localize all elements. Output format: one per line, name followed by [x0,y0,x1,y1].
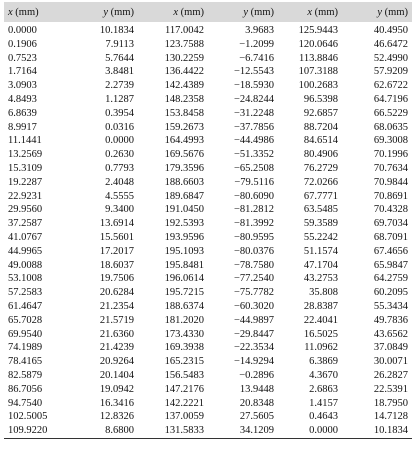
table-cell: 169.3938 [164,342,204,354]
table-cell: 43.2753 [303,273,338,285]
table-cell: 20.1404 [99,369,134,381]
table-cell: 86.7056 [8,383,43,395]
column-variable: x [307,6,313,18]
table-cell: 13.2569 [8,149,43,161]
table-body [4,22,412,438]
table-cell: 72.0266 [303,176,338,188]
table-cell: 21.5719 [99,314,134,326]
table-cell: 16.3416 [99,397,134,409]
table-cell: −1.2099 [239,38,274,50]
table-cell: 123.7588 [164,38,204,50]
table-cell: 62.6722 [373,80,408,92]
table-cell: 142.4389 [164,80,204,92]
table-cell: −12.5543 [233,66,274,78]
table-cell: −29.8447 [233,328,274,340]
table-cell: 181.2020 [164,314,204,326]
table-cell: 82.5879 [8,369,43,381]
table-cell: 63.5485 [303,204,338,216]
table-cell: 10.1834 [99,25,134,36]
table-cell: 22.5391 [373,383,408,395]
column-variable: x [8,6,13,18]
column-unit: (mm) [250,6,274,18]
table-cell: 13.9448 [239,383,274,395]
table-cell: 148.2358 [164,93,204,105]
table-cell: 78.4165 [8,356,43,368]
table-cell: 19.7506 [99,273,134,285]
table-cell: 60.2095 [373,287,408,299]
table-cell: 188.6603 [164,176,204,188]
column-header [208,2,278,22]
table-cell: 30.0071 [373,356,408,368]
table-cell: 19.0942 [99,383,134,395]
table-cell: 92.6857 [303,107,338,119]
table-cell: 5.7644 [105,52,134,64]
table-cell: 125.9443 [298,25,338,36]
table-cell: 4.5555 [105,190,134,202]
table-cell: 8.6800 [68,424,138,438]
table-cell: 70.1996 [373,149,408,161]
table-cell: 15.5601 [99,231,134,243]
table-cell: 195.7215 [164,287,204,299]
table-cell: 173.4330 [164,328,204,340]
table-cell: 156.5483 [164,369,204,381]
table-cell: 1.7164 [8,66,37,78]
table-cell: 37.0849 [373,342,408,354]
table-row [4,22,412,38]
table-cell: −75.7782 [233,287,274,299]
table-cell: 179.3596 [164,162,204,174]
table-cell: 153.8458 [164,107,204,119]
table-cell: −80.0376 [233,245,274,257]
table-row [4,355,412,369]
table-cell: 1.4157 [309,397,338,409]
table-cell: 2.4048 [105,176,134,188]
table-cell: 26.2827 [373,369,408,381]
coordinate-table [4,2,412,439]
table-cell: −60.3020 [233,300,274,312]
column-header [138,2,208,22]
table-cell: 28.8387 [303,300,338,312]
table-cell: 15.3109 [8,162,43,174]
table-cell: 12.8326 [99,411,134,423]
table-cell: 159.2673 [164,121,204,133]
table-cell: 18.6037 [99,259,134,271]
table-cell: 0.0000 [8,25,37,36]
table-cell: 14.7128 [373,411,408,423]
table-cell: 20.8348 [239,397,274,409]
table-cell: −37.7856 [233,121,274,133]
table-row [4,65,412,79]
table-cell: −31.2248 [233,107,274,119]
table-cell: 22.4041 [303,314,338,326]
table-cell: 70.9844 [373,176,408,188]
table-cell: −24.8244 [233,93,274,105]
table-cell: 84.6514 [303,135,338,147]
table-cell: −44.4986 [233,135,274,147]
column-header [4,2,68,22]
table-cell: 195.8481 [164,259,204,271]
table-cell: 164.4993 [164,135,204,147]
column-variable: y [243,6,249,18]
table-cell: −65.2508 [233,162,274,174]
table-row [4,134,412,148]
table-cell: 13.6914 [99,218,134,230]
column-unit: (mm) [314,6,338,18]
table-cell: 61.4647 [8,300,43,312]
table-cell: 53.1008 [8,273,43,285]
column-variable: y [103,6,109,18]
table-cell: 21.6360 [99,328,134,340]
column-unit: (mm) [15,6,39,18]
table-cell: 65.7028 [8,314,43,326]
table-cell: 44.9965 [8,245,43,257]
table-cell: 41.0767 [8,231,43,243]
table-cell: 131.5833 [138,424,208,438]
column-header [278,2,342,22]
table-cell: 0.0000 [278,424,342,438]
table-cell: −80.6090 [233,190,274,202]
table-cell: 70.4328 [373,204,408,216]
table-cell: −81.3992 [233,218,274,230]
table-row [4,397,412,411]
table-cell: 88.7204 [303,121,338,133]
table-cell: 3.8481 [105,66,134,78]
table-row [4,245,412,259]
table-cell: 52.4990 [373,52,408,64]
table-cell: 80.4906 [303,149,338,161]
table-cell: 2.2739 [105,80,134,92]
table-cell: 19.2287 [8,176,43,188]
table-cell: 76.2729 [303,162,338,174]
table-cell: 35.808 [309,287,338,299]
table-cell: 64.2759 [373,273,408,285]
table-cell: 70.8691 [373,190,408,202]
table-row [4,217,412,231]
table-cell: 9.3400 [105,204,134,216]
column-unit: (mm) [110,6,134,18]
table-cell: 8.9917 [8,121,37,133]
table-cell: 137.0059 [164,411,204,423]
table-cell: 3.0903 [8,80,37,92]
table-cell: 34.1209 [208,424,278,438]
table-cell: 67.4656 [373,245,408,257]
table-row [4,424,412,438]
table-cell: 11.1441 [8,135,42,147]
table-cell: 6.8639 [8,107,37,119]
table-cell: 193.9596 [164,231,204,243]
table-cell: 100.2683 [298,80,338,92]
table-row [4,203,412,217]
table-cell: 70.7634 [373,162,408,174]
table-row [4,107,412,121]
table-row [4,286,412,300]
table-cell: 69.7034 [373,218,408,230]
table-cell: 67.7771 [303,190,338,202]
table-cell: 0.2630 [105,149,134,161]
table-cell: 18.7950 [373,397,408,409]
table-cell: −18.5930 [233,80,274,92]
table-cell: 169.5676 [164,149,204,161]
table-cell: −80.9595 [233,231,274,243]
table-cell: 120.0646 [298,38,338,50]
table-cell: 66.5229 [373,107,408,119]
table-cell: −81.2812 [233,204,274,216]
table-row [4,38,412,52]
table-cell: −0.2896 [239,369,274,381]
table-cell: 16.5025 [303,328,338,340]
table-cell: −22.3534 [233,342,274,354]
table-cell: 69.3008 [373,135,408,147]
table-row [4,314,412,328]
table-cell: 94.7540 [8,397,43,409]
table-cell: 17.2017 [99,245,134,257]
table-cell: 59.3589 [303,218,338,230]
table-cell: 196.0614 [164,273,204,285]
table-cell: −14.9294 [233,356,274,368]
table-cell: 51.1574 [303,245,338,257]
table-row [4,79,412,93]
table-cell: 49.7836 [373,314,408,326]
table-cell: 113.8846 [299,52,338,64]
column-header [342,2,412,22]
table-cell: 20.9264 [99,356,134,368]
table-cell: 147.2176 [164,383,204,395]
table-cell: 55.3434 [373,300,408,312]
table-cell: 195.1093 [164,245,204,257]
table-cell: 37.2587 [8,218,43,230]
table-cell: 68.7091 [373,231,408,243]
table-cell: 46.6472 [373,38,408,50]
table-cell: 0.0000 [105,135,134,147]
table-cell: 0.7793 [105,162,134,174]
table-cell: 0.7523 [8,52,37,64]
table-cell: 21.2354 [99,300,134,312]
table-cell: 142.2221 [164,397,204,409]
table-cell: 0.1906 [8,38,37,50]
column-variable: x [173,6,179,18]
table-cell: 136.4422 [164,66,204,78]
table-cell: −77.2540 [233,273,274,285]
table-row [4,383,412,397]
column-header [68,2,138,22]
table-cell: 3.9683 [245,25,274,36]
table-cell: 2.6863 [309,383,338,395]
table-cell: −79.5116 [234,176,274,188]
table-cell: 0.3954 [105,107,134,119]
table-row [4,259,412,273]
table-row [4,190,412,204]
table-cell: 20.6284 [99,287,134,299]
table-cell: 0.4643 [309,411,338,423]
table-cell: 27.5605 [239,411,274,423]
table-row [4,300,412,314]
table-header [4,2,412,22]
table-cell: 49.0088 [8,259,43,271]
table-row [4,176,412,190]
table-cell: 43.6562 [373,328,408,340]
table-row [4,410,412,424]
table-row [4,121,412,135]
table-cell: 64.7196 [373,93,408,105]
table-cell: 6.3869 [309,356,338,368]
table-cell: 107.3188 [298,66,338,78]
table-row [4,148,412,162]
table-cell: −78.7580 [233,259,274,271]
table-cell: 21.4239 [99,342,134,354]
table-cell: 165.2315 [164,356,204,368]
table-cell: 1.1287 [105,93,134,105]
table-row [4,162,412,176]
table-cell: 57.9209 [373,66,408,78]
table-cell: 109.9220 [4,424,68,438]
table-cell: 0.0316 [105,121,134,133]
table-cell: 29.9560 [8,204,43,216]
table-cell: −51.3352 [233,149,274,161]
table-row [4,231,412,245]
column-unit: (mm) [384,6,408,18]
table-cell: 57.2583 [8,287,43,299]
table-cell: 130.2259 [164,52,204,64]
table-cell: −44.9897 [233,314,274,326]
table-row [4,93,412,107]
table-cell: 55.2242 [303,231,338,243]
table-cell: 192.5393 [164,218,204,230]
table-cell: 68.0635 [373,121,408,133]
table-cell: 189.6847 [164,190,204,202]
table-cell: 22.9231 [8,190,43,202]
table-row [4,369,412,383]
table-cell: 4.3670 [309,369,338,381]
table-row [4,52,412,66]
table-cell: 69.9540 [8,328,43,340]
table-cell: 191.0450 [164,204,204,216]
header-row [4,2,412,22]
table-cell: 11.0962 [304,342,338,354]
table-cell: 96.5398 [303,93,338,105]
table-row [4,328,412,342]
table-cell: 188.6374 [164,300,204,312]
column-unit: (mm) [180,6,204,18]
table-row [4,272,412,286]
table-cell: 117.0042 [165,25,204,36]
table-row [4,341,412,355]
table-cell: 74.1989 [8,342,43,354]
table-cell: 7.9113 [105,38,134,50]
table-cell: 40.4950 [373,25,408,36]
table-cell: 10.1834 [342,424,412,438]
table-cell: −6.7416 [239,52,274,64]
table-cell: 102.5005 [8,411,48,423]
table-cell: 4.8493 [8,93,37,105]
column-variable: y [377,6,383,18]
table-cell: 47.1704 [303,259,338,271]
table-cell: 65.9847 [373,259,408,271]
